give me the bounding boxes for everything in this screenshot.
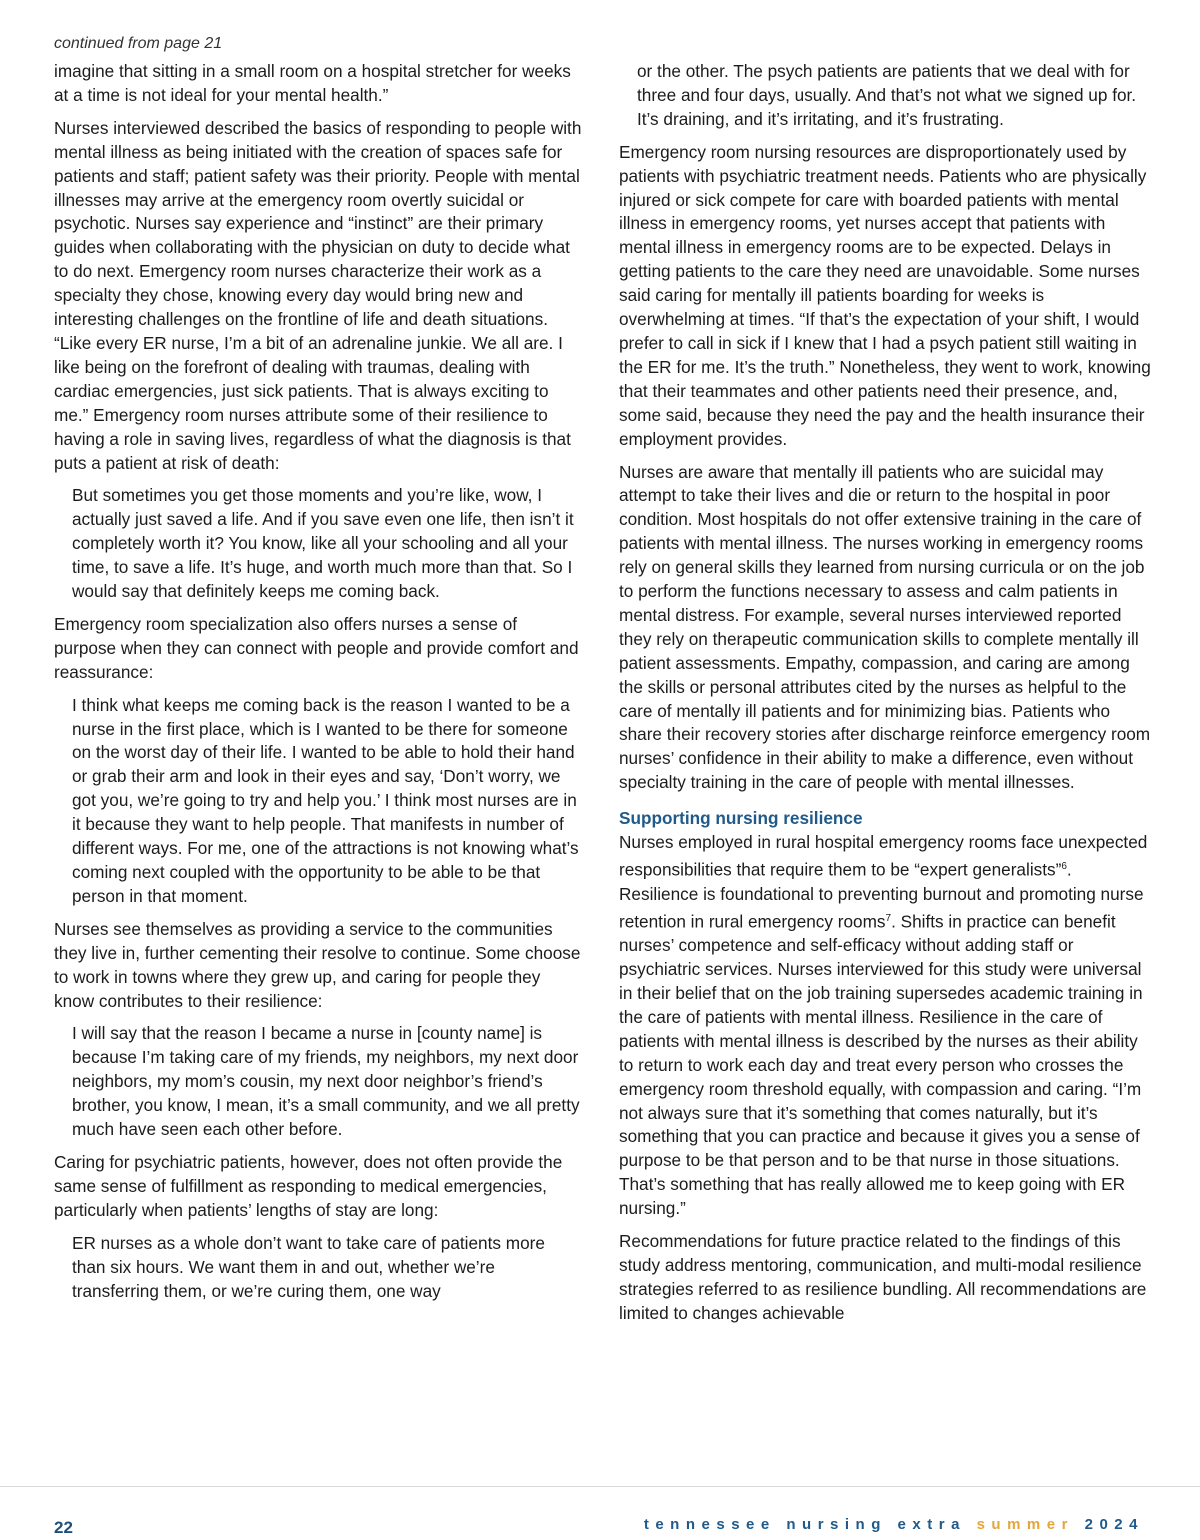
body-paragraph: Emergency room nursing resources are disproportionately used by patients with psychiatric treatment needs. Patients who are physically injured or sick compete for care with boarded patients with mental illness in emergency rooms, yet nurses accept that patients with mental illness in emergency rooms are to be expected. Delays in getting patients to the care they need are unavoidable. Some nurses said caring for mentally ill patients boarding for weeks is overwhelming at times. “If that’s the expectation of your shift, I would prefer to call in sick if I knew that I had a psych patient still waiting in the ER for me. It’s the truth.” Nonetheless, they went to work, knowing that their teammates and other patients need their presence, and, some said, because they need the pay and the health insurance their employment provides. — [619, 141, 1151, 449]
continued-note: continued from page 21 — [54, 35, 223, 52]
body-paragraph — [619, 831, 1153, 1221]
text-run: . Resilience is foundational to preventing burnout and promoting nurse retention in rural emergency rooms — [619, 859, 1144, 932]
issue-season: summer — [976, 1516, 1074, 1533]
footer-divider — [0, 1486, 1200, 1487]
body-paragraph: Nurses are aware that mentally ill patients who are suicidal may attempt to take their lives and die or return to the hospital in poor condition. Most hospitals do not offer extensive training in the care of patients with mental illness. The nurses working in emergency rooms rely on general skills they learned from nursing curricula or on the job to perform the functions necessary to assess and calm patients in mental distress. For example, several nurses interviewed reported they rely on therapeutic communication skills to complete mentally ill patient assessments. Empathy, compassion, and caring are among the skills or personal attributes cited by the nurses as helpful to the care of mentally ill patients and for minimizing bias. Patients who share their recovery stories after discharge reinforce emergency room nurses’ confidence in their ability to make a difference, even without specialty training in the care of people with mental illnesses. — [619, 461, 1151, 793]
block-quote-continued: or the other. The psych patients are patients that we deal with for three and four days, usually. And that’s not what we signed up for. It’s draining, and it’s irritating, and it’s frustrating. — [637, 61, 1137, 129]
page-number: 22 — [54, 1518, 73, 1537]
block-quote: I think what keeps me coming back is the reason I wanted to be a nurse in the first place, which is I wanted to be there for someone on the worst day of their life. I wanted to be able to hold their hand or grab their arm and look in their eyes and say, ‘Don’t worry, we got you, we’re going to try and help you.’ I think most nurses are in it because they want to help people. That manifests in number of different ways. For me, one of the attractions is not knowing what’s coming next coupled with the opportunity to be able to be that person in that moment. — [72, 694, 579, 906]
block-quote: I will say that the reason I became a nurse in [county name] is because I’m taking care of my friends, my neighbors, my next door neighbors, my mom’s cousin, my next door neighbor’s friend’s brother, you know, I mean, it’s a small community, and we all pretty much have seen each other before. — [72, 1023, 580, 1140]
text-run: . Shifts in practice can benefit nurses’ competence and self-efficacy without adding staff or psychiatric services. Nurses interviewed for this study were universal in their belief that on the job training supersedes academic training in the care of patients with mental illness. Resilience in the care of patients with mental illness is described by the nurses as their ability to return to work each day and treat every person who crosses the emergency room threshold equally, with compassion and caring. “I’m not always sure that it’s something that comes naturally, but it’s something that you can practice and because it gives you a sense of purpose to be that person and to be that nurse in those situations. That’s something that has really allowed me to keep going with ER nursing.” — [619, 911, 1143, 1219]
block-quote: ER nurses as a whole don’t want to take care of patients more than six hours. We want them in and out, whether we’re transferring them, or we’re curing them, one way — [72, 1232, 545, 1301]
text-run: Nurses employed in rural hospital emergency rooms face unexpected responsibilities that require them to be “expert generalists” — [619, 832, 1148, 880]
body-paragraph: Nurses see themselves as providing a service to the communities they live in, further cementing their resolve to continue. Some choose to work in towns where they grew up, and caring for people they know contributes to their resilience: — [54, 918, 581, 1011]
body-paragraph: imagine that sitting in a small room on a hospital stretcher for weeks at a time is not ideal for your mental health.” — [54, 61, 571, 105]
section-heading: Supporting nursing resilience — [619, 808, 863, 829]
footnote-ref: 6 — [1061, 861, 1067, 872]
body-paragraph: Emergency room specialization also offers nurses a sense of purpose when they can connect with people and provide comfort and reassurance: — [54, 613, 579, 682]
body-paragraph: Recommendations for future practice related to the findings of this study address mentoring, communication, and multi-modal resilience strategies referred to as resilience bundling. All recommendations are limited to changes achievable — [619, 1231, 1147, 1323]
block-quote: But sometimes you get those moments and you’re like, wow, I actually just saved a life. And if you save even one life, then isn’t it completely worth it? You know, like all your schooling and all your time, to save a life. It’s huge, and worth much more than that. So I would say that definitely keeps me coming back. — [72, 485, 574, 602]
body-paragraph: Caring for psychiatric patients, however, does not often provide the same sense of fulfillment as responding to medical emergencies, particularly when patients’ lengths of stay are long: — [54, 1151, 563, 1220]
publication-name: tennessee nursing extra — [643, 1516, 966, 1533]
footnote-ref: 7 — [885, 912, 892, 924]
issue-year: 2024 — [1084, 1516, 1144, 1533]
right-column — [619, 60, 1153, 1335]
body-paragraph: Nurses interviewed described the basics of responding to people with mental illness as being initiated with the creation of spaces safe for patients and staff; patient safety was their priority. People with mental illnesses may arrive at the emergency room overtly suicidal or psychotic. Nurses say experience and “instinct” are their primary guides when collaborating with the physician on duty to decide what to do next. Emergency room nurses characterize their work as a specialty they chose, knowing every day would bring new and interesting challenges on the frontline of life and death situations. “Like every ER nurse, I’m a bit of an adrenaline junkie. We all are. I like being on the forefront of dealing with traumas, dealing with cardiac emergencies, just sick patients. That is always exciting to me.” Emergency room nurses attribute some of their resilience to having a role in saving lives, regardless of what the diagnosis is that puts a patient at risk of death: — [54, 117, 582, 473]
publication-masthead — [644, 1516, 1144, 1533]
left-column — [54, 60, 582, 1312]
